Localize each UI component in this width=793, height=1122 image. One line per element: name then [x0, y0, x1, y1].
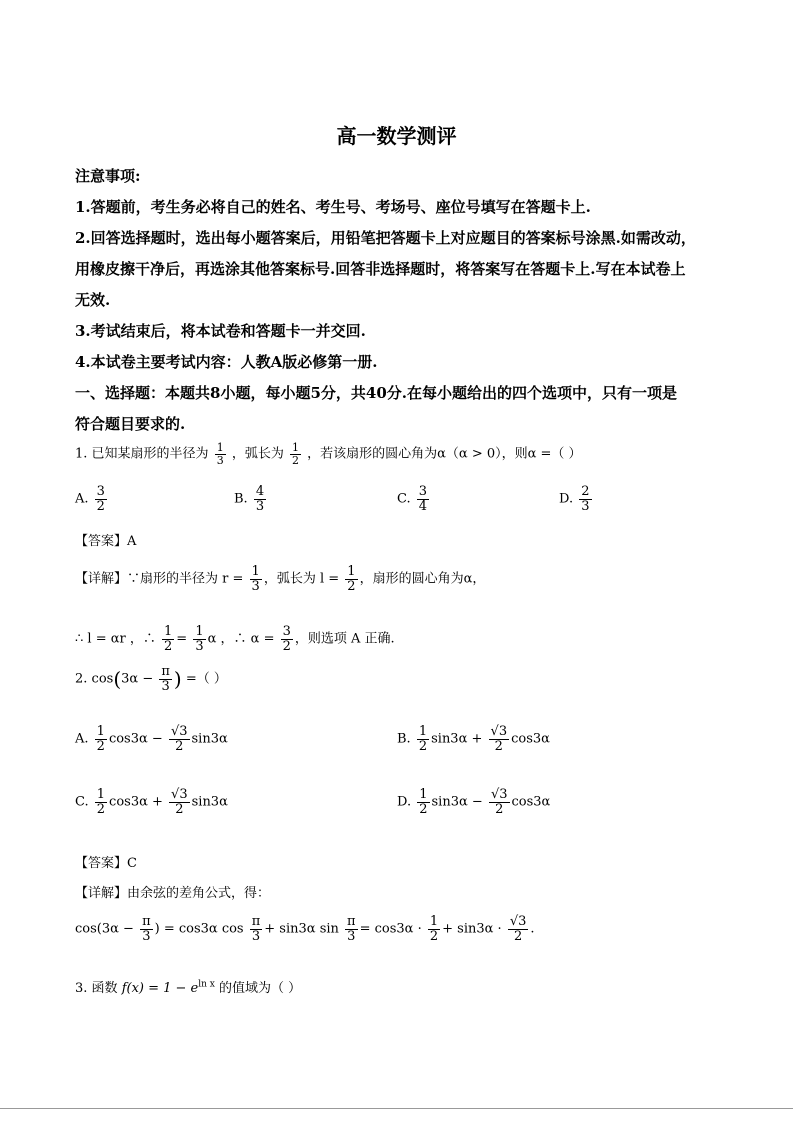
option-c: C. $\frac{1}{2}$ cos3α + $\frac{√3}{2}$ sin3α	[75, 787, 228, 817]
notice-item: 无效.	[75, 291, 111, 309]
notice-item: 用橡皮擦干净后，再选涂其他答案标号.回答非选择题时，将答案写在答题卡上.写在本试卷上	[75, 260, 686, 278]
option-a: A. $\frac{1}{2}$ cos3α − $\frac{√3}{2}$ sin3α	[75, 724, 228, 754]
page-divider	[0, 1108, 793, 1109]
fraction: $\frac{1}{3}$	[216, 441, 224, 467]
section-heading: 一、选择题：本题共8小题，每小题5分，共40分.在每小题给出的四个选项中，只有一项是	[75, 384, 677, 402]
answer-1: 【答案】A	[75, 534, 137, 549]
question-2-stem: 2. cos(3α − $\frac{\pi}{3}$ ) =（ ）	[75, 664, 227, 694]
fraction: $\frac{1}{2}$	[291, 441, 299, 467]
detail-2-formula: cos(3α − $\frac{\pi}{3}$ ) = cos3α cos $\frac{\pi}{3}$ + sin3α sin $\frac{\pi}{3}$ = cos3α · $\frac{1}{2}$ + sin3α · $\frac{√3}{2}$ .	[75, 914, 535, 944]
option-d: D. $\frac{2}{3}$	[559, 484, 590, 514]
question-1-stem: 1. 已知某扇形的半径为 $\frac{1}{3}$ ，弧长为 $\frac{1}{2}$ ，若该扇形的圆心角为α（α > 0），则α =（ ）	[75, 441, 582, 467]
page-title: 高一数学测评	[336, 124, 457, 148]
answer-2: 【答案】C	[75, 856, 137, 871]
notice-item: 1.答题前，考生务必将自己的姓名、考生号、考场号、座位号填写在答题卡上.	[75, 198, 591, 216]
question-3-stem: 3. 函数 $f(x) = 1 - e^{ln x}$ 的值域为（ ）	[75, 979, 302, 996]
detail-1-line2: ∴ l = αr ，∴ $\frac{1}{2}$ = $\frac{1}{3}$ α ，∴ α = $\frac{3}{2}$ ，则选项 A 正确.	[75, 624, 395, 654]
notice-item: 2.回答选择题时，选出每小题答案后，用铅笔把答题卡上对应题目的答案标号涂黑.如需改动，	[75, 229, 696, 247]
option-a: A. $\frac{3}{2}$	[75, 484, 105, 514]
notice-item: 4.本试卷主要考试内容：人教A版必修第一册.	[75, 353, 378, 371]
section-heading-cont: 符合题目要求的.	[75, 415, 186, 433]
option-b: B. $\frac{1}{2}$ sin3α + $\frac{√3}{2}$ cos3α	[397, 724, 550, 754]
notice-item: 3.考试结束后，将本试卷和答题卡一并交回.	[75, 322, 366, 340]
notice-heading: 注意事项:	[75, 167, 141, 185]
option-b: B. $\frac{4}{3}$	[234, 484, 265, 514]
option-d: D. $\frac{1}{2}$ sin3α − $\frac{√3}{2}$ cos3α	[397, 787, 551, 817]
detail-1-line1: 【详解】∵扇形的半径为 r = $\frac{1}{3}$ ，弧长为 l = $\frac{1}{2}$ ，扇形的圆心角为α，	[75, 564, 486, 594]
detail-2: 【详解】由余弦的差角公式，得：	[75, 886, 271, 901]
option-c: C. $\frac{3}{4}$	[397, 484, 428, 514]
